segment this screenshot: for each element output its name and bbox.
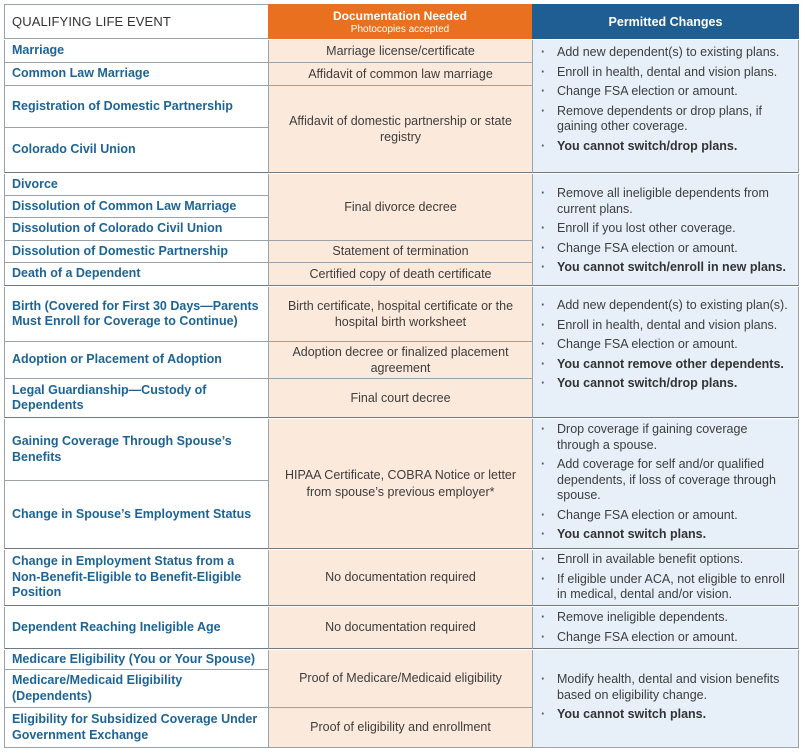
permitted-item: · Add new dependent(s) to existing plan(s). <box>539 298 792 314</box>
permitted-item: · Change FSA election or amount. <box>539 630 792 646</box>
event-dissolution-civil-union: Dissolution of Colorado Civil Union <box>4 218 268 241</box>
event-divorce: Divorce <box>4 174 268 196</box>
permitted-item: · Remove all ineligible dependents from current plans. <box>539 186 792 217</box>
event-spouse-employment-change: Change in Spouse’s Employment Status <box>4 481 268 549</box>
event-subsidized-coverage: Eligibility for Subsidized Coverage Under Government Exchange <box>4 708 268 748</box>
event-domestic-partnership: Registration of Domestic Partnership <box>4 86 268 128</box>
header-qualifying-life-event: QUALIFYING LIFE EVENT <box>4 4 268 39</box>
permitted-restriction: · You cannot switch/drop plans. <box>539 376 792 392</box>
header-doc-title: Documentation Needed <box>332 9 467 23</box>
event-gaining-coverage-spouse: Gaining Coverage Through Spouse’s Benefits <box>4 419 268 481</box>
doc-final-court-decree: Final court decree <box>268 379 532 418</box>
event-medicare-eligibility: Medicare Eligibility (You or Your Spouse) <box>4 650 268 670</box>
permitted-item: · Enroll in health, dental and vision plans. <box>539 65 792 81</box>
permitted-restriction: · You cannot switch plans. <box>539 527 792 543</box>
permitted-group-divorce <box>532 174 799 286</box>
permitted-restriction: · You cannot switch/drop plans. <box>539 139 792 155</box>
header-permitted-changes: Permitted Changes <box>532 4 799 39</box>
doc-affidavit-domestic-partnership: Affidavit of domestic partnership or state registry <box>268 86 532 173</box>
permitted-item: · If eligible under ACA, not eligible to enroll in medical, dental and/or vision. <box>539 572 792 603</box>
event-adoption: Adoption or Placement of Adoption <box>4 342 268 379</box>
doc-marriage-license: Marriage license/certificate <box>268 40 532 63</box>
permitted-item: · Enroll in health, dental and vision plans. <box>539 318 792 334</box>
permitted-item: · Enroll in available benefit options. <box>539 552 792 568</box>
event-employment-status-change: Change in Employment Status from a Non-Benefit-Eligible to Benefit-Eligible Position <box>4 550 268 606</box>
permitted-restriction: · You cannot switch/enroll in new plans. <box>539 260 792 276</box>
event-dissolution-domestic-partnership: Dissolution of Domestic Partnership <box>4 241 268 263</box>
header-documentation-needed <box>268 4 532 39</box>
permitted-item: · Change FSA election or amount. <box>539 337 792 353</box>
permitted-group-marriage <box>532 40 799 173</box>
event-common-law-marriage: Common Law Marriage <box>4 63 268 86</box>
permitted-item: · Add new dependent(s) to existing plans. <box>539 45 792 61</box>
permitted-item: · Modify health, dental and vision benefits based on eligibility change. <box>539 672 792 703</box>
permitted-group-spouse-coverage <box>532 419 799 549</box>
doc-none-employment: No documentation required <box>268 550 532 606</box>
doc-none-age: No documentation required <box>268 607 532 649</box>
permitted-item: · Remove dependents or drop plans, if gaining other coverage. <box>539 104 792 135</box>
event-birth: Birth (Covered for First 30 Days—Parents Must Enroll for Coverage to Continue) <box>4 287 268 342</box>
event-dissolution-common-law: Dissolution of Common Law Marriage <box>4 196 268 218</box>
event-colorado-civil-union: Colorado Civil Union <box>4 128 268 173</box>
doc-proof-medicare: Proof of Medicare/Medicaid eligibility <box>268 650 532 708</box>
doc-birth-certificate: Birth certificate, hospital certificate or the hospital birth worksheet <box>268 287 532 342</box>
doc-death-certificate: Certified copy of death certificate <box>268 263 532 286</box>
permitted-restriction: · You cannot switch plans. <box>539 707 792 723</box>
permitted-group-employment <box>532 550 799 606</box>
header-doc-subtitle: Photocopies accepted <box>350 24 450 35</box>
doc-proof-enrollment: Proof of eligibility and enrollment <box>268 708 532 748</box>
permitted-group-birth <box>532 287 799 418</box>
event-dependent-ineligible-age: Dependent Reaching Ineligible Age <box>4 607 268 649</box>
doc-hipaa-cobra: HIPAA Certificate, COBRA Notice or letter from spouse’s previous employer* <box>268 419 532 549</box>
permitted-group-medicare <box>532 650 799 748</box>
permitted-restriction: · You cannot remove other dependents. <box>539 357 792 373</box>
permitted-item: · Change FSA election or amount. <box>539 84 792 100</box>
doc-final-divorce-decree: Final divorce decree <box>268 174 532 241</box>
doc-adoption-decree: Adoption decree or finalized placement agreement <box>268 342 532 379</box>
doc-affidavit-common-law: Affidavit of common law marriage <box>268 63 532 86</box>
event-marriage: Marriage <box>4 40 268 63</box>
permitted-item: · Add coverage for self and/or qualified dependents, if loss of coverage through spouse. <box>539 457 792 504</box>
permitted-item: · Drop coverage if gaining coverage through a spouse. <box>539 422 792 453</box>
event-medicare-medicaid-dependents: Medicare/Medicaid Eligibility (Dependents) <box>4 670 268 708</box>
permitted-group-ineligible-age <box>532 607 799 649</box>
event-legal-guardianship: Legal Guardianship—Custody of Dependents <box>4 379 268 418</box>
permitted-item: · Enroll if you lost other coverage. <box>539 221 792 237</box>
event-death-of-dependent: Death of a Dependent <box>4 263 268 286</box>
permitted-item: · Change FSA election or amount. <box>539 241 792 257</box>
permitted-item: · Change FSA election or amount. <box>539 508 792 524</box>
permitted-item: · Remove ineligible dependents. <box>539 610 792 626</box>
doc-statement-of-termination: Statement of termination <box>268 241 532 263</box>
